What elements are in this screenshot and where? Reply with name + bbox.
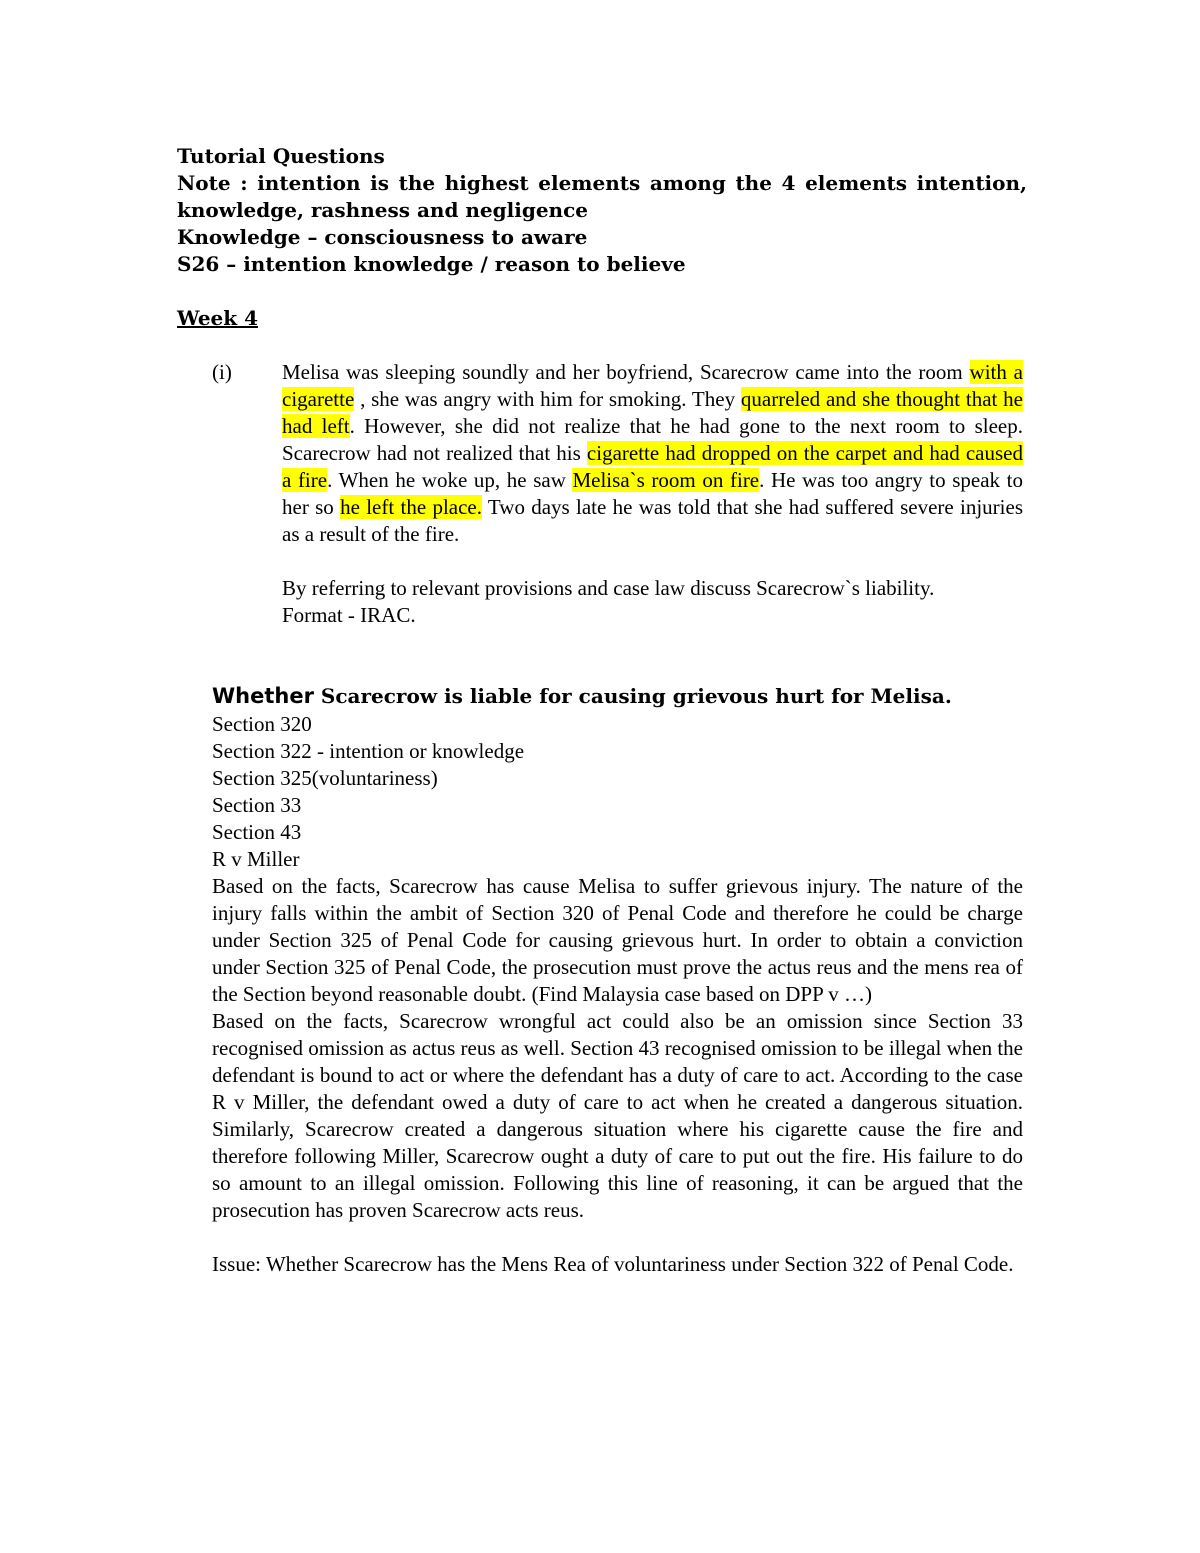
provision-item: Section 325(voluntariness) [212, 766, 438, 790]
knowledge-line: Knowledge – consciousness to aware [177, 225, 588, 249]
note-line: Note : intention is the highest elements among the 4 elements intention, knowledge, rashness and negligence [177, 171, 1027, 222]
question-segment: Melisa was sleeping soundly and her boyfriend, Scarecrow came into the room [282, 360, 970, 384]
question-number: (i) [212, 360, 232, 384]
answer-block [212, 683, 1023, 1278]
highlighted-segment: cigarette had dropped on the carpet and had caused a fire [282, 441, 1023, 492]
question-instruction [282, 575, 1023, 629]
question-segment: , she was angry with him for smoking. They [354, 387, 741, 411]
question-block [282, 359, 1023, 629]
answer-paragraph-1: Based on the facts, Scarecrow has cause Melisa to suffer grievous injury. The nature of the injury falls within the ambit of Section 320 of Penal Code and therefore he could be charge under Section 325 of Penal Code for causing grievous hurt. In order to obtain a conviction under Section 325 of Penal Code, the prosecution must prove the actus reus and the mens rea of the Section beyond reasonable doubt. (Find Malaysia case based on DPP v …) [212, 874, 1023, 1006]
answer-paragraph-2: Based on the facts, Scarecrow wrongful act could also be an omission since Section 33 recognised omission as actus reus as well. Section 43 recognised omission to be illegal when the defendant is bound to act or where the defendant has a duty of care to act. According to the case R v Miller, the defendant owed a duty of care to act when he created a dangerous situation. Similarly, Scarecrow created a dangerous situation where his cigarette cause the fire and therefore following Miller, Scarecrow ought a duty of care to put out the fire. His failure to do so amount to an illegal omission. Following this line of reasoning, it can be argued that the prosecution has proven Scarecrow acts reus. [212, 1009, 1023, 1222]
provision-item: Section 33 [212, 793, 302, 817]
highlighted-segment: quarreled and she thought that he had left [282, 387, 1023, 438]
provision-item: Section 322 - intention or knowledge [212, 739, 525, 763]
provision-item: Section 320 [212, 712, 312, 736]
issue-lead: Whether [212, 684, 314, 708]
issue-statement [212, 683, 1023, 711]
provision-item: Section 43 [212, 820, 302, 844]
issue-two: Issue: Whether Scarecrow has the Mens Rea of voluntariness under Section 322 of Penal Code. [212, 1252, 1014, 1276]
issue-rest: Scarecrow is liable for causing grievous hurt for Melisa. [313, 684, 952, 708]
s26-line: S26 – intention knowledge / reason to believe [177, 252, 686, 276]
highlighted-segment: with a cigarette [282, 360, 1023, 411]
highlighted-segment: Melisa`s room on fire [572, 468, 760, 492]
tutorial-title: Tutorial Questions [177, 144, 385, 168]
question-segment: . However, she did not realize that he had gone to the next room to sleep. Scarecrow had not realized that his [282, 414, 1023, 465]
notes-block [177, 143, 1027, 278]
question-segment: . When he woke up, he saw [327, 468, 573, 492]
provision-item: R v Miller [212, 847, 300, 871]
question-segment: . He was too angry to speak to her so [282, 468, 1023, 519]
format-text: Format - IRAC. [282, 603, 416, 627]
week-heading: Week 4 [177, 306, 259, 330]
instruction-text: By referring to relevant provisions and case law discuss Scarecrow`s liability. [282, 576, 935, 600]
question-segment: Two days late he was told that she had suffered severe injuries as a result of the fire. [282, 495, 1023, 546]
question-text [282, 359, 1023, 548]
highlighted-segment: he left the place. [340, 495, 482, 519]
